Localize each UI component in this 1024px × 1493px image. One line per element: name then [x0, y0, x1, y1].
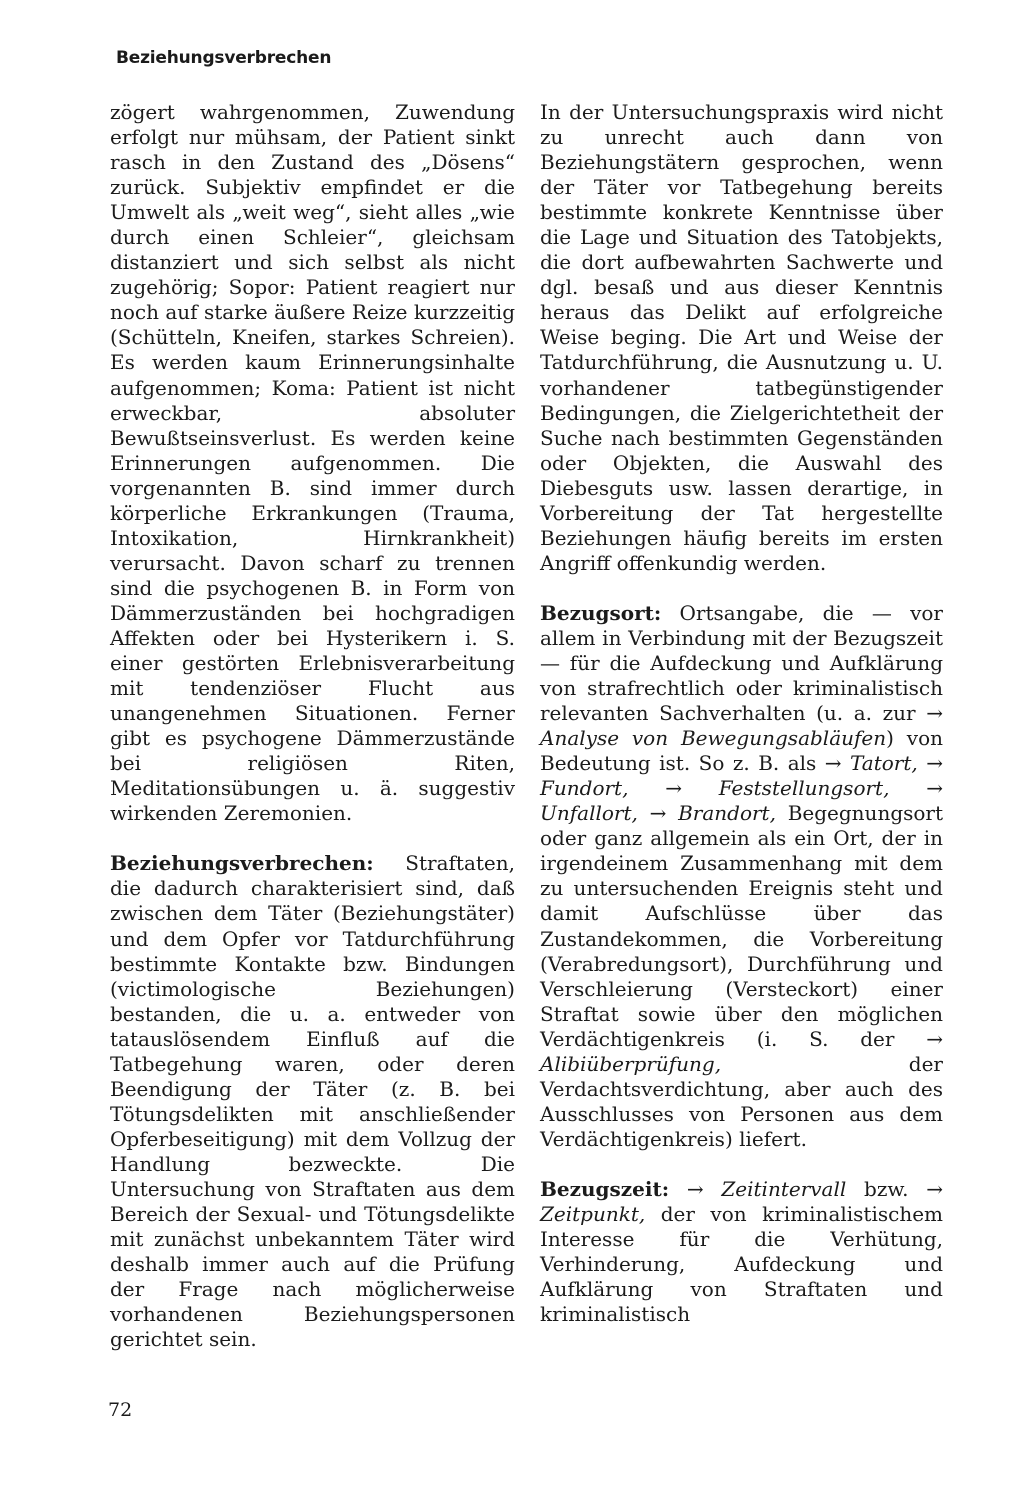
page-number: 72 [108, 1399, 133, 1421]
entry-term: Bezugsort: [540, 600, 662, 625]
continuation-paragraph: zögert wahrgenommen, Zuwendung erfolgt nur mühsam, der Patient sinkt rasch in den Zustand des „Dösens“ zurück. Subjektiv empfindet er die Umwelt als „weit weg“, sieht alles „wie durch einen Schleier“, gleichsam distanziert und sich selbst als nicht zugehörig; Sopor: Patient reagiert nur noch auf starke äußere Reize kurzzeitig (Schütteln, Kneifen, starkes Schreien). Es werden kaum Erinnerungsinhalte aufgenommen; Koma: Patient ist nicht erweckbar, absoluter Bewußtseinsverlust. Es werden keine Erinnerungen aufgenommen. Die vorgenannten B. sind immer durch körperliche Erkrankungen (Trauma, Intoxikation, Hirnkrankheit) verursacht. Davon scharf zu trennen sind die psychogenen B. in Form von Dämmerzuständen bei hochgradigen Affekten oder bei Hysterikern i. S. einer gestörten Erlebnisverarbeitung mit tendenziöser Flucht aus unangenehmen Situationen. Ferner gibt es psychogene Dämmerzustände bei religiösen Riten, Meditationsübungen u. ä. suggestiv wirkenden Zeremonien. [110, 100, 515, 826]
continuation-paragraph-right: In der Untersuchungspraxis wird nicht zu unrecht auch dann von Beziehungstätern gesprochen, wenn der Täter vor Tatbegehung bereits bestimmte konkrete Kenntnisse über die Lage und Situation des Tatobjekts, die dort aufbewahrten Sachwerte und dgl. besaß und aus dieser Kenntnis heraus das Delikt auf erfolgreiche Weise beging. Die Art und Weise der Tatdurchführung, die Ausnutzung u. U. vorhandener tatbegünstigender Bedingungen, die Zielgerichtetheit der Suche nach bestimmten Gegenständen oder Objekten, die Auswahl des Diebesguts usw. lassen derartige, in Vorbereitung der Tat hergestellte Beziehungen häufig bereits im ersten Angriff offenkundig werden. [540, 100, 943, 575]
left-column [110, 100, 515, 1352]
cross-reference: Unfallort, [540, 801, 638, 826]
entry-text: → [686, 1176, 704, 1201]
entry-text: Ortsangabe, die — vor allem in Verbindung mit der Bezugszeit — für die Aufdeckung und Aufklärung von strafrechtlich oder kriminalistisch relevanten Sachverhalten (u. a. zur → [540, 600, 943, 726]
entry-text: der Verdachtsverdichtung, aber auch des Ausschlusses von Personen aus dem Verdächtigenkreis) liefert. [540, 1051, 943, 1151]
cross-reference: Brandort, [678, 801, 776, 826]
entry-bezugsort [540, 601, 943, 1152]
entry-text: Begegnungsort oder ganz allgemein als ein Ort, der in irgendeinem Zusammenhang mit dem zu untersuchenden Ereignis steht und damit Aufschlüsse über das Zustandekommen, die Vorbereitung (Verabredungsort), Durchführung und Verschleierung (Versteckort) einer Straftat sowie über den möglichen Verdächtigenkreis (i. S. der → [540, 801, 944, 1051]
cross-reference: Alibiüberprüfung, [540, 1051, 722, 1076]
right-column [540, 100, 943, 1327]
entry-text: ) von Bedeutung ist. So z. B. als → [540, 726, 943, 776]
entry-bezugszeit [540, 1177, 943, 1327]
entry-text: der von kriminalistischem Interesse für die Verhütung, Verhinderung, Aufdeckung und Aufklärung von Straftaten und kriminalistisch [540, 1201, 943, 1327]
cross-reference: Feststellungsort, [718, 776, 890, 801]
running-head: Beziehungsverbrechen [116, 48, 332, 68]
entry-term: Bezugszeit: [540, 1176, 670, 1201]
cross-reference: Analyse von Bewegungsabläufen [540, 726, 887, 751]
entry-beziehungsverbrechen [110, 851, 515, 1352]
entry-text: → [926, 751, 943, 776]
cross-reference: Tatort, [850, 751, 918, 776]
entry-definition: Straftaten, die dadurch charakterisiert sind, daß zwischen dem Täter (Beziehungstäter) und dem Opfer vor Tatdurchführung bestimmte Kontakte bzw. Bindungen (victimologische Beziehungen) bestanden, die u. a. entweder von tatauslösendem Einfluß auf die Tatbegehung waren, oder deren Beendigung der Täter (z. B. bei Tötungsdelikten mit anschließender Opferbeseitigung) mit dem Vollzug der Handlung bezweckte. Die Untersuchung von Straftaten aus dem Bereich der Sexual- und Tötungsdelikte mit zunächst unbekanntem Täter wird deshalb immer auch auf die Prüfung der Frage nach möglicherweise vorhandenen Beziehungspersonen gerichtet sein. [110, 851, 515, 1352]
cross-reference: Fundort, [540, 776, 629, 801]
entry-text: bzw. → [864, 1176, 944, 1201]
entry-text: → [665, 776, 682, 801]
entry-term: Beziehungsverbrechen: [110, 851, 374, 876]
cross-reference: Zeitintervall [721, 1176, 847, 1201]
entry-text: → [649, 801, 667, 826]
entry-text: → [926, 776, 943, 801]
cross-reference: Zeitpunkt, [540, 1201, 646, 1226]
